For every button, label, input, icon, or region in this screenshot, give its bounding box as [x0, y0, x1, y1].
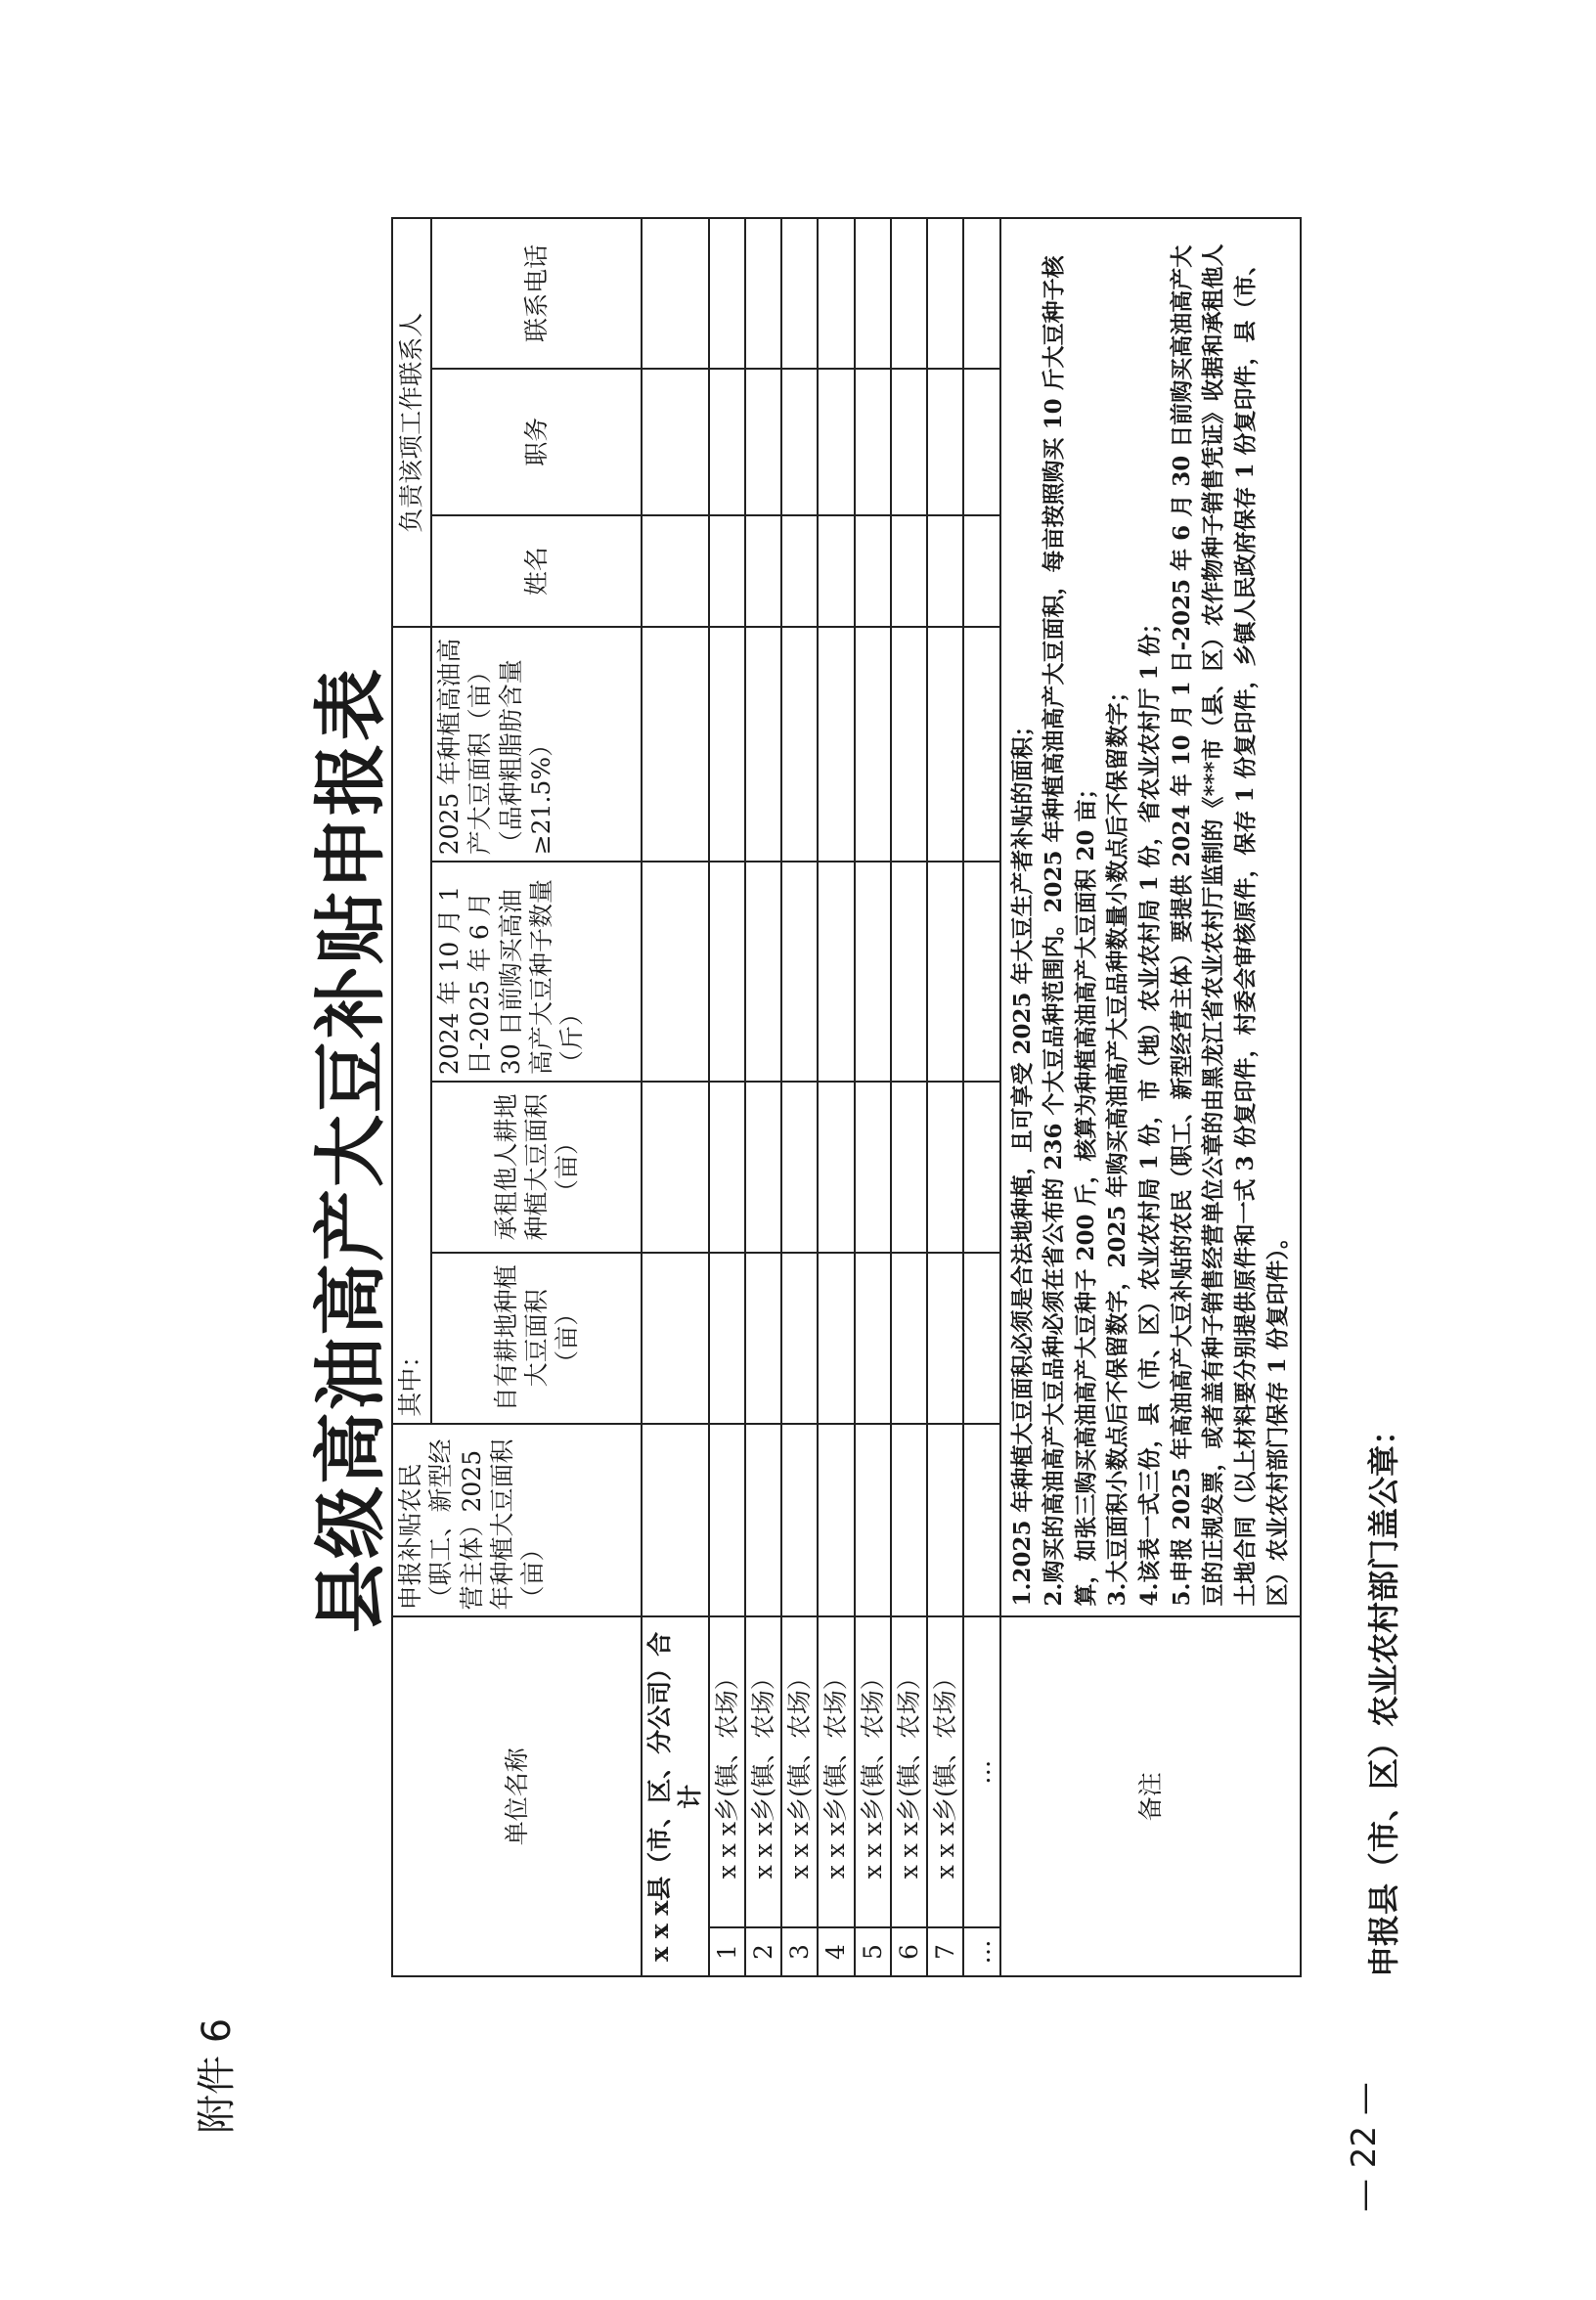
header-applicant-area: 申报补贴农民（职工、新型经营主体）2025 年种植大豆面积（亩） — [392, 1424, 642, 1617]
table-cell — [709, 862, 745, 1082]
table-cell — [963, 515, 999, 628]
table-cell — [642, 515, 709, 628]
remark-item: 4.该表一式三份，县（市、区）农业农村局 1 份，市（地）农业农村局 1 份，省农业农村厅 1 份； — [1136, 611, 1164, 1607]
table-row — [891, 218, 927, 1976]
row-number: 4 — [818, 1927, 854, 1976]
table-cell — [927, 218, 963, 369]
page-title: 县级高油高产大豆补贴申报表 — [309, 667, 393, 1633]
table-cell — [709, 369, 745, 515]
table-cell — [855, 515, 891, 628]
header-own-land: 自有耕地种植大豆面积（亩） — [431, 1253, 642, 1424]
table-cell — [855, 1253, 891, 1424]
table-cell — [709, 515, 745, 628]
row-unit-name: x x x乡(镇、农场） — [927, 1617, 963, 1928]
table-cell — [855, 627, 891, 862]
table-cell — [781, 1082, 818, 1253]
table-cell — [709, 1253, 745, 1424]
table-cell — [891, 218, 927, 369]
table-cell — [963, 862, 999, 1082]
table-row — [963, 218, 999, 1976]
table-cell — [963, 369, 999, 515]
table-cell — [642, 1424, 709, 1617]
row-unit-name: x x x乡(镇、农场） — [745, 1617, 781, 1928]
header-rented-land: 承租他人耕地种植大豆面积（亩） — [431, 1082, 642, 1253]
table-cell — [709, 1082, 745, 1253]
table-cell — [963, 218, 999, 369]
table-cell — [891, 1253, 927, 1424]
row-number: … — [963, 1927, 999, 1976]
table-cell — [963, 1082, 999, 1253]
table-cell — [781, 862, 818, 1082]
remark-item: 1.2025 年种植大豆面积必须是合法地种植，且可享受 2025 年大豆生产者补贴的面积； — [1008, 714, 1036, 1607]
table-cell — [891, 1082, 927, 1253]
remark-item: 5.申报 2025 年高油高产大豆补贴的农民（职工、新型经营主体）要提供 2024 年 10 月 1 日-2025 年 6 月 30 日前购买高油高产大豆的正规发票，或者盖有种子销售经营单位公章的由黑龙江省农业农村厅监制的《***市（县、区）农作物种子销售凭证》收据和承租他人土地合同（以上材料要分别提供原件和一式 3 份复印件，村委会审核原件，保存 1 份复印件，乡镇人民政府保存 1 份复印件，县（市、区）农业农村部门保存 1 份复印件）。 — [1168, 243, 1291, 1607]
table-cell — [855, 1082, 891, 1253]
table-cell — [855, 369, 891, 515]
page-number: — 22 — — [1345, 2082, 1384, 2212]
table-cell — [927, 1253, 963, 1424]
table-cell — [891, 862, 927, 1082]
table-cell — [781, 1424, 818, 1617]
remark-item: 3.大豆面积小数点后不保留数字，2025 年购买高油高产大豆品种数量小数点后不保留数字； — [1104, 680, 1131, 1607]
table-cell — [781, 515, 818, 628]
table-cell — [709, 627, 745, 862]
header-high-oil-area: 2025 年种植高油高产大豆面积（亩）（品种粗脂肪含量≥21.5%） — [431, 627, 642, 862]
table-row — [927, 218, 963, 1976]
row-unit-name: x x x乡(镇、农场） — [891, 1617, 927, 1928]
table-cell — [745, 627, 781, 862]
table-cell — [855, 1424, 891, 1617]
table-cell — [745, 369, 781, 515]
table-cell — [927, 515, 963, 628]
table-row — [709, 218, 745, 1976]
table-cell — [781, 369, 818, 515]
table-cell — [781, 627, 818, 862]
table-cell — [642, 862, 709, 1082]
table-cell — [745, 862, 781, 1082]
row-number: 3 — [781, 1927, 818, 1976]
table-cell — [927, 369, 963, 515]
header-name: 姓名 — [431, 515, 642, 628]
stamp-line: 申报县（市、区）农业农村部门盖公章： — [1365, 1413, 1402, 1977]
table-row — [818, 218, 854, 1976]
table-cell — [963, 1424, 999, 1617]
remarks-content — [1000, 218, 1302, 1617]
table-cell — [963, 627, 999, 862]
table-cell — [891, 515, 927, 628]
table-cell — [709, 218, 745, 369]
remark-item: 2.购买的高油高产大豆品种必须在省公布的 236 个大豆品种范围内。2025 年种植高油高产大豆面积，每亩按照购买 10 斤大豆种子核算，如张三购买高油高产大豆种子 200 斤，核算为种植高油高产大豆面积 20 亩； — [1041, 255, 1099, 1607]
table-row — [781, 218, 818, 1976]
table-cell — [818, 218, 854, 369]
header-seed-quantity: 2024 年 10 月 1 日-2025 年 6 月 30 日前购买高油高产大豆种子数量（斤） — [431, 862, 642, 1082]
row-number: 1 — [709, 1927, 745, 1976]
row-unit-name: x x x乡(镇、农场） — [781, 1617, 818, 1928]
remarks-label: 备注 — [1000, 1617, 1302, 1977]
table-cell — [642, 369, 709, 515]
table-cell — [927, 1424, 963, 1617]
table-row — [855, 218, 891, 1976]
table-cell — [745, 515, 781, 628]
table-cell — [781, 218, 818, 369]
row-number: 6 — [891, 1927, 927, 1976]
row-number: 7 — [927, 1927, 963, 1976]
table-cell — [927, 1082, 963, 1253]
row-number: 5 — [855, 1927, 891, 1976]
table-cell — [927, 862, 963, 1082]
table-cell — [745, 1253, 781, 1424]
table-cell — [891, 1424, 927, 1617]
row-unit-name: x x x乡(镇、农场） — [818, 1617, 854, 1928]
remarks-row — [1000, 218, 1302, 1976]
table-cell — [709, 1424, 745, 1617]
table-cell — [818, 627, 854, 862]
table-cell — [642, 1253, 709, 1424]
row-unit-name: … — [963, 1617, 999, 1928]
table-cell — [642, 218, 709, 369]
table-cell — [891, 627, 927, 862]
table-cell — [855, 862, 891, 1082]
table-cell — [855, 218, 891, 369]
total-row-label: x x x县（市、区、分公司）合计 — [642, 1617, 709, 1977]
table-cell — [891, 369, 927, 515]
header-among: 其中： — [392, 627, 431, 1423]
row-number: 2 — [745, 1927, 781, 1976]
table-cell — [781, 1253, 818, 1424]
table-cell — [745, 1082, 781, 1253]
row-unit-name: x x x乡(镇、农场） — [855, 1617, 891, 1928]
table-cell — [745, 218, 781, 369]
table-cell — [818, 515, 854, 628]
table-cell — [818, 862, 854, 1082]
header-contact-group: 负责该项工作联系人 — [392, 218, 431, 627]
row-unit-name: x x x乡(镇、农场） — [709, 1617, 745, 1928]
table-cell — [642, 627, 709, 862]
table-cell — [818, 369, 854, 515]
table-cell — [963, 1253, 999, 1424]
table-cell — [818, 1253, 854, 1424]
header-phone: 联系电话 — [431, 218, 642, 369]
table-cell — [818, 1082, 854, 1253]
table-cell — [927, 627, 963, 862]
header-unit-name: 单位名称 — [392, 1617, 642, 1977]
table-cell — [818, 1424, 854, 1617]
subsidy-table — [391, 217, 1302, 1977]
table-cell — [745, 1424, 781, 1617]
table-row — [745, 218, 781, 1976]
attachment-label: 附件 6 — [195, 2017, 240, 2134]
header-position: 职务 — [431, 369, 642, 515]
table-cell — [642, 1082, 709, 1253]
